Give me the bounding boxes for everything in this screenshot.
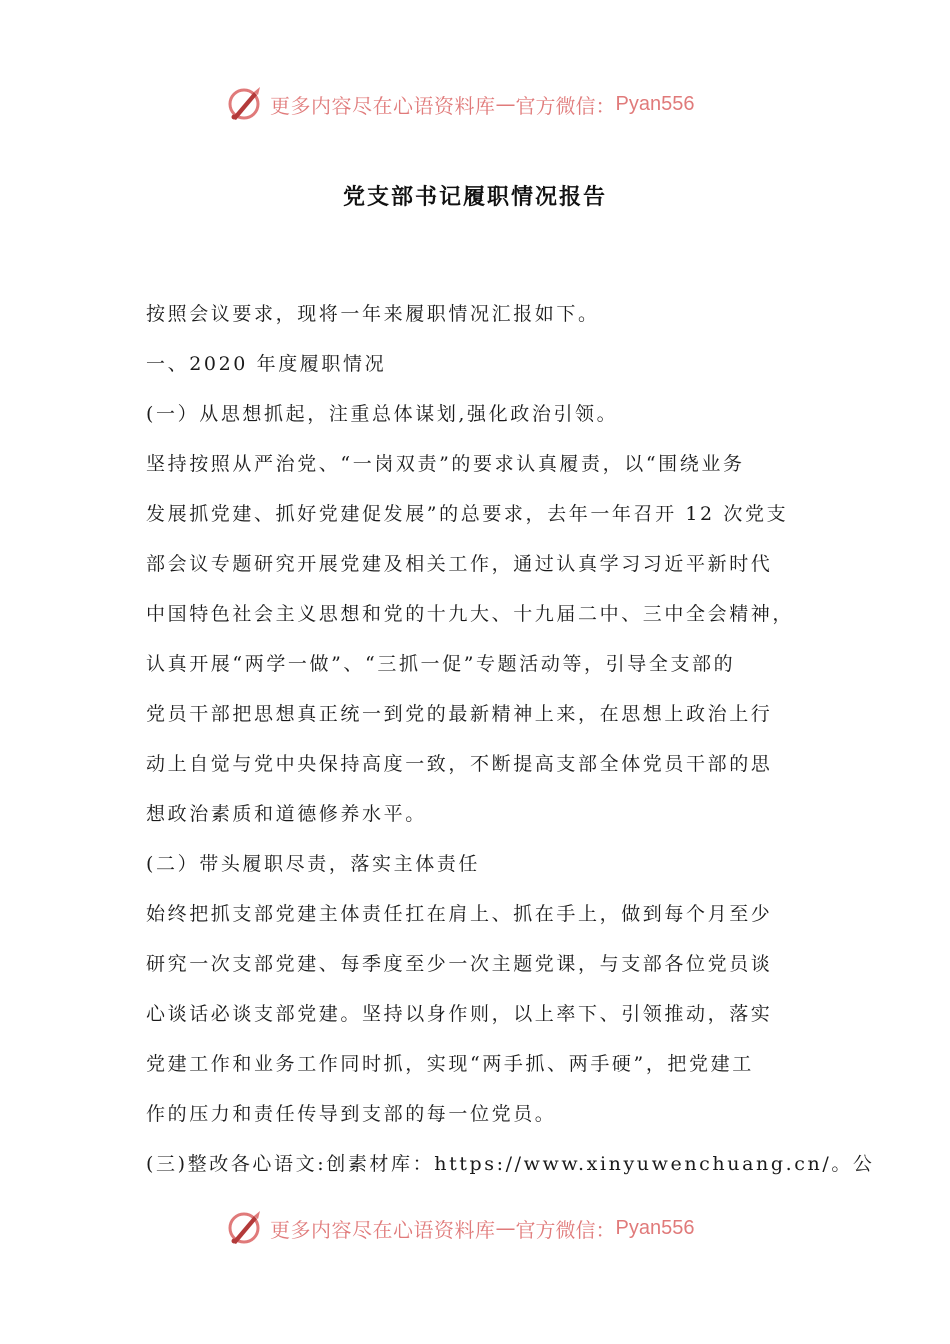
body-line: 动上自觉与党中央保持高度一致，不断提高支部全体党员干部的思 <box>146 753 773 775</box>
body-line: 想政治素质和道德修养水平。 <box>146 803 427 825</box>
body-line: 按照会议要求，现将一年来履职情况汇报如下。 <box>146 303 600 325</box>
body-line: 始终把抓支部党建主体责任扛在肩上、抓在手上，做到每个月至少 <box>146 903 773 925</box>
watermark-banner-bottom <box>224 1206 694 1250</box>
watermark-wechat-id: Pyan556 <box>615 1216 695 1239</box>
watermark-brand: 更多内容尽在心语资料库 <box>270 1217 496 1242</box>
section-heading: 一、2020 年度履职情况 <box>146 353 387 375</box>
body-line: 认真开展“两学一做”、“三抓一促”专题活动等，引导全支部的 <box>146 653 736 675</box>
subsection-heading: (二）带头履职尽责，落实主体责任 <box>146 853 481 875</box>
watermark-separator: — <box>495 92 516 116</box>
body-line: 坚持按照从严治党、“一岗双责”的要求认真履责，以“围绕业务 <box>146 453 745 475</box>
quill-pen-logo-icon <box>224 84 264 124</box>
watermark-wechat-id: Pyan556 <box>615 92 695 115</box>
body-line: 作的压力和责任传导到支部的每一位党员。 <box>146 1103 557 1125</box>
quill-pen-logo-icon <box>224 1208 264 1248</box>
subsection-heading: (一）从思想抓起，注重总体谋划,强化政治引领。 <box>146 403 619 425</box>
document-body <box>146 292 875 1192</box>
body-line: 中国特色社会主义思想和党的十九大、十九届二中、三中全会精神， <box>146 603 795 625</box>
body-line: 发展抓党建、抓好党建促发展”的总要求，去年一年召开 12 次党支 <box>146 503 789 525</box>
watermark-brand: 更多内容尽在心语资料库 <box>270 93 496 118</box>
body-line: 心谈话必谈支部党建。坚持以身作则，以上率下、引领推动，落实 <box>146 1003 773 1025</box>
body-line: 部会议专题研究开展党建及相关工作，通过认真学习习近平新时代 <box>146 553 773 575</box>
watermark-contact-label: 官方微信： <box>515 1217 616 1242</box>
subsection-heading-with-url: (三)整改各心语文:创素材库：https://www.xinyuwenchuang.cn/。公 <box>146 1153 875 1175</box>
body-line: 党建工作和业务工作同时抓，实现“两手抓、两手硬”，把党建工 <box>146 1053 754 1075</box>
watermark-separator: — <box>495 1216 516 1240</box>
document-title: 党支部书记履职情况报告 <box>342 184 607 210</box>
watermark-banner-top <box>224 82 694 126</box>
body-line: 研究一次支部党建、每季度至少一次主题党课，与支部各位党员谈 <box>146 953 773 975</box>
watermark-contact-label: 官方微信： <box>515 93 616 118</box>
body-line: 党员干部把思想真正统一到党的最新精神上来，在思想上政治上行 <box>146 703 773 725</box>
